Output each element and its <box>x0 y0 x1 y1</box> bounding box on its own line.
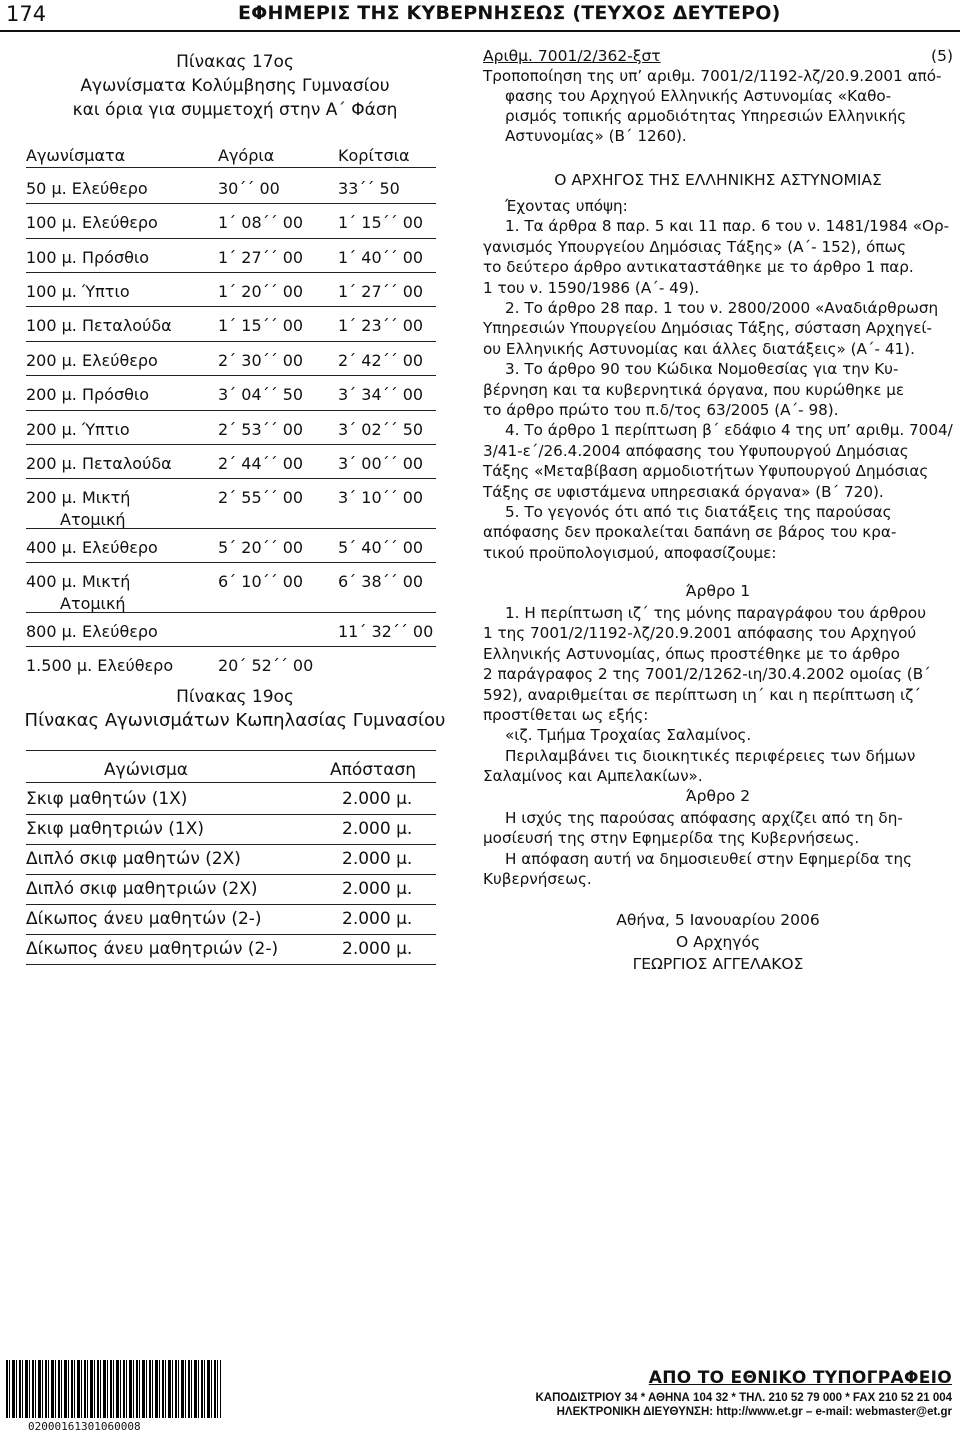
table17-row-rule <box>26 203 436 204</box>
printer-address: ΚΑΠΟΔΙΣΤΡΙΟΥ 34 * ΑΘΗΝΑ 104 32 * ΤΗΛ. 210 52 79 000 * FAX 210 52 21 004 <box>535 1392 952 1404</box>
table17-girls-time: 3΄ 02΄΄ 50 <box>338 420 424 439</box>
table19-subtitle: Πίνακας Αγωνισμάτων Κωπηλασίας Γυμνασίου <box>24 710 446 731</box>
text-line: Υπηρεσιών Υπουργείου Δημόσιας Τάξης, σύσταση Αρχηγεί- <box>483 319 933 338</box>
decision-subject-line: φασης του Αρχηγού Ελληνικής Αστυνομίας «Καθο- <box>505 87 892 105</box>
table19-top-rule <box>26 750 436 751</box>
table19-row-rule <box>26 964 436 965</box>
table17-girls-time: 5΄ 40΄΄ 00 <box>338 538 424 557</box>
printer-info <box>535 1368 952 1418</box>
printer-contact: ΗΛΕΚΤΡΟΝΙΚΗ ΔΙΕΥΘΥΝΣΗ: http://www.et.gr – e-mail: webmaster@et.gr <box>556 1406 952 1418</box>
journal-title: ΕΦΗΜΕΡΙΣ ΤΗΣ ΚΥΒΕΡΝΗΣΕΩΣ (ΤΕΥΧΟΣ ΔΕΥΤΕΡΟ) <box>238 2 781 24</box>
text-line: ου Ελληνικής Αστυνομίας και άλλες διατάξεις» (Α΄- 41). <box>483 339 915 358</box>
article1-heading: Άρθρο 1 <box>685 582 751 600</box>
table17-event: 200 μ. Πεταλούδα <box>26 454 172 473</box>
table19-event: Δίκωπος άνευ μαθητών (2-) <box>26 909 262 929</box>
table17-boys-time: 2΄ 30΄΄ 00 <box>218 351 304 370</box>
text-line: Η απόφαση αυτή να δημοσιευθεί στην Εφημερίδα της <box>505 849 913 868</box>
table17-girls-time: 3΄ 10΄΄ 00 <box>338 488 424 507</box>
decision-ref-number: (5) <box>931 47 953 65</box>
text-line: Περιλαμβάνει τις διοικητικές περιφέρειες των δήμων <box>505 746 916 765</box>
text-line: Έχοντας υπόψη: <box>505 197 628 215</box>
text-line: μοσίευσή της στην Εφημερίδα της Κυβερνήσεως. <box>483 829 860 848</box>
table17-boys-time: 2΄ 53΄΄ 00 <box>218 420 304 439</box>
table19-row-rule <box>26 844 436 845</box>
table19-row-rule <box>26 874 436 875</box>
text-line: προστίθεται ως εξής: <box>483 706 649 724</box>
page-header <box>0 0 960 36</box>
table17-event: 100 μ. Ύπτιο <box>26 282 130 301</box>
text-line: γανισμός Υπουργείου Δημόσιας Τάξης» (Α΄- 152), όπως <box>483 237 907 256</box>
text-line: 592), αναριθμείται σε περίπτωση ιη΄ και η περίπτωση ιζ΄ <box>483 685 921 704</box>
text-line: «ιζ. Τμήμα Τροχαίας Σαλαμίνος. <box>505 726 752 745</box>
article2-heading: Άρθρο 2 <box>685 787 751 805</box>
table19-row-rule <box>26 934 436 935</box>
table17-event: 400 μ. Ελεύθερο <box>26 538 158 557</box>
table17-header-event: Αγωνίσματα <box>26 146 126 165</box>
table17-row-rule <box>26 272 436 273</box>
text-line: 1. Η περίπτωση ιζ΄ της μόνης παραγράφου του άρθρου <box>505 604 927 622</box>
table19-row-rule <box>26 814 436 815</box>
text-line: 3. Το άρθρο 90 του Κώδικα Νομοθεσίας για την Κυ- <box>505 360 899 379</box>
text-line: Κυβερνήσεως. <box>483 870 592 889</box>
table17-row-rule <box>26 341 436 342</box>
signature-date: Αθήνα, 5 Ιανουαρίου 2006 <box>616 911 820 929</box>
table17-boys-time: 1΄ 20΄΄ 00 <box>218 282 304 301</box>
table17-row-rule <box>26 478 436 479</box>
text-line: Η ισχύς της παρούσας απόφασης αρχίζει από τη δη- <box>505 809 903 827</box>
header-rule <box>0 30 960 32</box>
table17-event: 400 μ. Μικτή <box>26 572 131 591</box>
table17-girls-time: 6΄ 38΄΄ 00 <box>338 572 424 591</box>
table17-girls-time: 3΄ 34΄΄ 00 <box>338 385 424 404</box>
table17-title: Πίνακας 17ος <box>176 52 294 72</box>
text-line: 2 παράγραφος 2 της 7001/2/1262-ιη/30.4.2002 ομοίας (Β΄ <box>483 665 931 684</box>
table19-event: Δίκωπος άνευ μαθητριών (2-) <box>26 939 279 959</box>
table17-header-rule <box>26 167 436 168</box>
table19-header-distance: Απόσταση <box>330 760 417 780</box>
table19-distance: 2.000 μ. <box>342 939 413 959</box>
text-line: 4. Το άρθρο 1 περίπτωση β΄ εδάφιο 4 της υπ’ αριθμ. 7004/ <box>505 421 953 440</box>
table17-boys-time: 20΄ 52΄΄ 00 <box>218 656 314 675</box>
table17-girls-time: 33΄΄ 50 <box>338 179 400 198</box>
table19-event: Σκιφ μαθητών (1Χ) <box>26 789 188 809</box>
text-line: απόφασης δεν προκαλείται δαπάνη σε βάρος του κρα- <box>483 523 897 542</box>
table17-girls-time: 11΄ 32΄΄ 00 <box>338 622 434 641</box>
text-line: Τάξης «Μεταβίβαση αρμοδιοτήτων Υφυπουργού Δημόσιας <box>483 462 929 481</box>
table17-event: 50 μ. Ελεύθερο <box>26 179 148 198</box>
table17-event: 100 μ. Πρόσθιο <box>26 248 150 267</box>
table17-row-rule <box>26 528 436 529</box>
table17-row-rule <box>26 562 436 563</box>
table19-event: Διπλό σκιφ μαθητών (2Χ) <box>26 849 241 869</box>
table19-distance: 2.000 μ. <box>342 909 413 929</box>
text-line: 1 της 7001/2/1192-λζ/20.9.2001 απόφασης του Αρχηγού <box>483 624 917 643</box>
signature-title: Ο Αρχηγός <box>675 933 761 951</box>
text-line: 3/41-ε΄/26.4.2004 απόφασης του Υφυπουργού Δημόσιας <box>483 441 909 460</box>
text-line: Σαλαμίνος και Αμπελακίων». <box>483 767 703 786</box>
table17-row-rule <box>26 444 436 445</box>
text-line: Τάξης σε υφιστάμενα υπηρεσιακά όργανα» (Β΄ 720). <box>483 482 884 501</box>
text-line: το δεύτερο άρθρο αντικαταστάθηκε με το άρθρο 1 παρ. <box>483 258 914 277</box>
table17-row-rule <box>26 238 436 239</box>
table17-girls-time: 1΄ 40΄΄ 00 <box>338 248 424 267</box>
text-line: 5. Το γεγονός ότι από τις διατάξεις της παρούσας <box>505 503 892 521</box>
table19-distance: 2.000 μ. <box>342 849 413 869</box>
printer-title: ΑΠΟ ΤΟ ΕΘΝΙΚΟ ΤΥΠΟΓΡΑΦΕΙΟ <box>648 1368 952 1388</box>
text-line: 1 του ν. 1590/1986 (Α΄- 49). <box>483 278 700 297</box>
table17-subtitle-2: και όρια για συμμετοχή στην Α΄ Φάση <box>72 100 398 120</box>
table17-boys-time: 2΄ 44΄΄ 00 <box>218 454 304 473</box>
page-number: 174 <box>6 2 47 26</box>
table17-boys-time: 1΄ 08΄΄ 00 <box>218 213 304 232</box>
signature-name: ΓΕΩΡΓΙΟΣ ΑΓΓΕΛΑΚΟΣ <box>632 955 804 973</box>
table17-event: 100 μ. Ελεύθερο <box>26 213 158 232</box>
table17-boys-time: 1΄ 15΄΄ 00 <box>218 316 304 335</box>
table17-row-rule <box>26 410 436 411</box>
table17-event: 1.500 μ. Ελεύθερο <box>26 656 174 675</box>
table17-event: 200 μ. Ύπτιο <box>26 420 130 439</box>
table19-title: Πίνακας 19ος <box>176 687 294 707</box>
text-line: βέρνηση και τα κυβερνητικά όργανα, που κυρώθηκε με <box>483 380 905 399</box>
barcode <box>6 1360 221 1418</box>
text-line: 1. Τα άρθρα 8 παρ. 5 και 11 παρ. 6 του ν. 1481/1984 «Ορ- <box>505 217 950 236</box>
table19-row-rule <box>26 904 436 905</box>
table17-event-cont: Ατομική <box>60 594 126 613</box>
table17-row-rule <box>26 306 436 307</box>
table17-event: 100 μ. Πεταλούδα <box>26 316 172 335</box>
decision-subject-line: Αστυνομίας» (Β΄ 1260). <box>505 127 687 145</box>
table17-row-rule <box>26 646 436 647</box>
table17-boys-time: 1΄ 27΄΄ 00 <box>218 248 304 267</box>
text-line: Ελληνικής Αστυνομίας, όπως προστέθηκε με το άρθρο <box>483 644 900 663</box>
table17-header-boys: Αγόρια <box>218 146 275 165</box>
authority-heading: Ο ΑΡΧΗΓΟΣ ΤΗΣ ΕΛΛΗΝΙΚΗΣ ΑΣΤΥΝΟΜΙΑΣ <box>554 171 882 189</box>
table19-header-event: Αγώνισμα <box>104 760 188 780</box>
table17-event-cont: Ατομική <box>60 510 126 529</box>
table17-subtitle: Αγωνίσματα Κολύμβησης Γυμνασίου <box>80 76 390 96</box>
table17-boys-time: 2΄ 55΄΄ 00 <box>218 488 304 507</box>
table17-boys-time: 3΄ 04΄΄ 50 <box>218 385 304 404</box>
table17-girls-time: 1΄ 27΄΄ 00 <box>338 282 424 301</box>
text-line: το άρθρο πρώτο του π.δ/τος 63/2005 (Α΄- 98). <box>483 401 839 419</box>
table17-girls-time: 2΄ 42΄΄ 00 <box>338 351 424 370</box>
table19-event: Διπλό σκιφ μαθητριών (2Χ) <box>26 879 258 899</box>
table17-header-girls: Κορίτσια <box>338 146 410 165</box>
text-line: 2. Το άρθρο 28 παρ. 1 του ν. 2800/2000 «Αναδιάρθρωση <box>505 299 939 317</box>
table17-boys-time: 30΄΄ 00 <box>218 179 280 198</box>
decision-reference: Αριθμ. 7001/2/362-ξστ <box>483 47 661 65</box>
decision-subject-line: Τροποποίηση της υπ’ αριθμ. 7001/2/1192-λζ/20.9.2001 από- <box>483 67 942 85</box>
table19-event: Σκιφ μαθητριών (1Χ) <box>26 819 204 839</box>
table19-distance: 2.000 μ. <box>342 789 413 809</box>
table17-girls-time: 1΄ 15΄΄ 00 <box>338 213 424 232</box>
text-line: τικού προϋπολογισμού, αποφασίζουμε: <box>483 543 777 562</box>
table17-event: 200 μ. Πρόσθιο <box>26 385 150 404</box>
table17-boys-time: 5΄ 20΄΄ 00 <box>218 538 304 557</box>
table17-event: 200 μ. Μικτή <box>26 488 131 507</box>
table19-header-rule <box>26 782 436 783</box>
table17-boys-time: 6΄ 10΄΄ 00 <box>218 572 304 591</box>
table19-distance: 2.000 μ. <box>342 879 413 899</box>
table17-event: 800 μ. Ελεύθερο <box>26 622 158 641</box>
table19-distance: 2.000 μ. <box>342 819 413 839</box>
table17-event: 200 μ. Ελεύθερο <box>26 351 158 370</box>
barcode-number: 02000161301060008 <box>28 1420 141 1433</box>
table17-girls-time: 3΄ 00΄΄ 00 <box>338 454 424 473</box>
decision-subject-line: ρισμός τοπικής αρμοδιότητας Υπηρεσιών Ελληνικής <box>505 107 907 125</box>
table17-row-rule <box>26 612 436 613</box>
table17-row-rule <box>26 375 436 376</box>
table17-girls-time: 1΄ 23΄΄ 00 <box>338 316 424 335</box>
